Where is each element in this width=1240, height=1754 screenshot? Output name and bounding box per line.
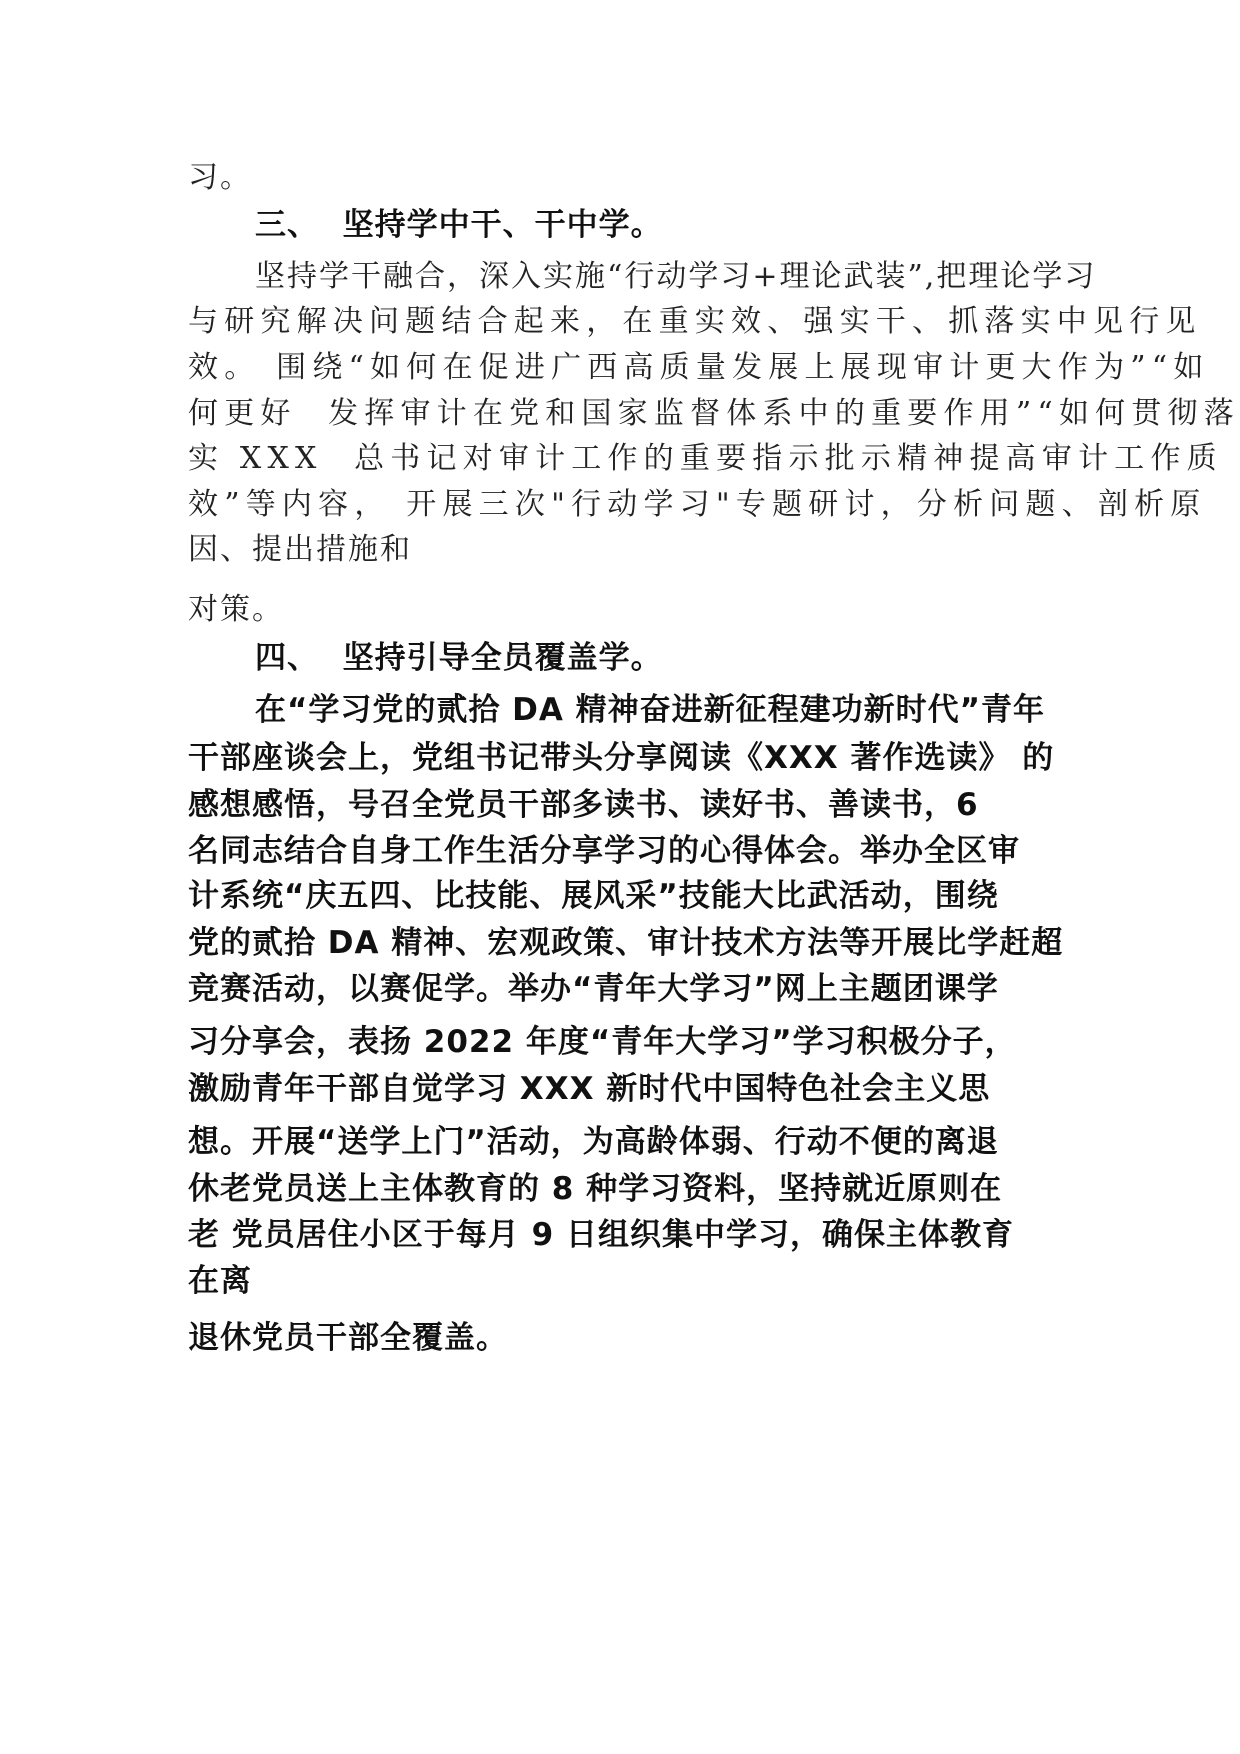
section-4-line-3: 感想感悟，号召全党员干部多读书、读好书、善读书，6 <box>188 787 979 823</box>
section-4-line-13: 在离 <box>188 1263 252 1299</box>
section-4-line-4: 名同志结合自身工作生活分享学习的心得体会。举办全区审 <box>188 833 1020 869</box>
section-3-line-7: 因、提出措施和 <box>188 532 412 567</box>
section-4-line-2: 干部座谈会上，党组书记带头分享阅读《XXX 著作选读》 的 <box>188 740 1055 776</box>
section-3-line-6: 效”等内容， 开展三次"行动学习"专题研讨，分析问题、剖析原 <box>188 487 1207 522</box>
section-4-line-14: 退休党员干部全覆盖。 <box>188 1320 508 1356</box>
section-3-line-8: 对策。 <box>188 592 284 627</box>
section-4-line-12: 老 党员居住小区于每月 9 日组织集中学习，确保主体教育 <box>188 1217 1014 1253</box>
section-3-line-3: 效。 围绕“如何在促进广西高质量发展上展现审计更大作为”“如 <box>188 350 1210 385</box>
previous-paragraph-tail: 习。 <box>188 160 252 195</box>
section-3-line-5: 实 XXX 总书记对审计工作的重要指示批示精神提高审计工作质 <box>188 441 1223 476</box>
section-4-line-10: 想。开展“送学上门”活动，为高龄体弱、行动不便的离退 <box>188 1124 999 1160</box>
section-4-line-8: 习分享会，表扬 2022 年度“青年大学习”学习积极分子， <box>188 1024 1017 1060</box>
section-3-heading: 三、 坚持学中干、干中学。 <box>255 207 663 243</box>
section-4-line-7: 竞赛活动，以赛促学。举办“青年大学习”网上主题团课学 <box>188 971 999 1007</box>
section-4-line-5: 计系统“庆五四、比技能、展风采”技能大比武活动，围绕 <box>188 878 999 914</box>
section-4-line-1: 在“学习党的贰拾 DA 精神奋进新征程建功新时代”青年 <box>255 692 1046 728</box>
section-3-line-4: 何更好 发挥审计在党和国家监督体系中的重要作用”“如何贯彻落 <box>188 396 1240 431</box>
section-4-line-11: 休老党员送上主体教育的 8 种学习资料，坚持就近原则在 <box>188 1171 1003 1207</box>
section-4-line-6: 党的贰拾 DA 精神、宏观政策、审计技术方法等开展比学赶超 <box>188 925 1064 961</box>
section-4-heading: 四、 坚持引导全员覆盖学。 <box>255 640 663 676</box>
section-3-line-2: 与研究解决问题结合起来，在重实效、强实干、抓落实中见行见 <box>188 304 1202 339</box>
section-3-line-1: 坚持学干融合，深入实施“行动学习+理论武装”,把理论学习 <box>255 259 1097 294</box>
section-4-line-9: 激励青年干部自觉学习 XXX 新时代中国特色社会主义思 <box>188 1071 991 1107</box>
